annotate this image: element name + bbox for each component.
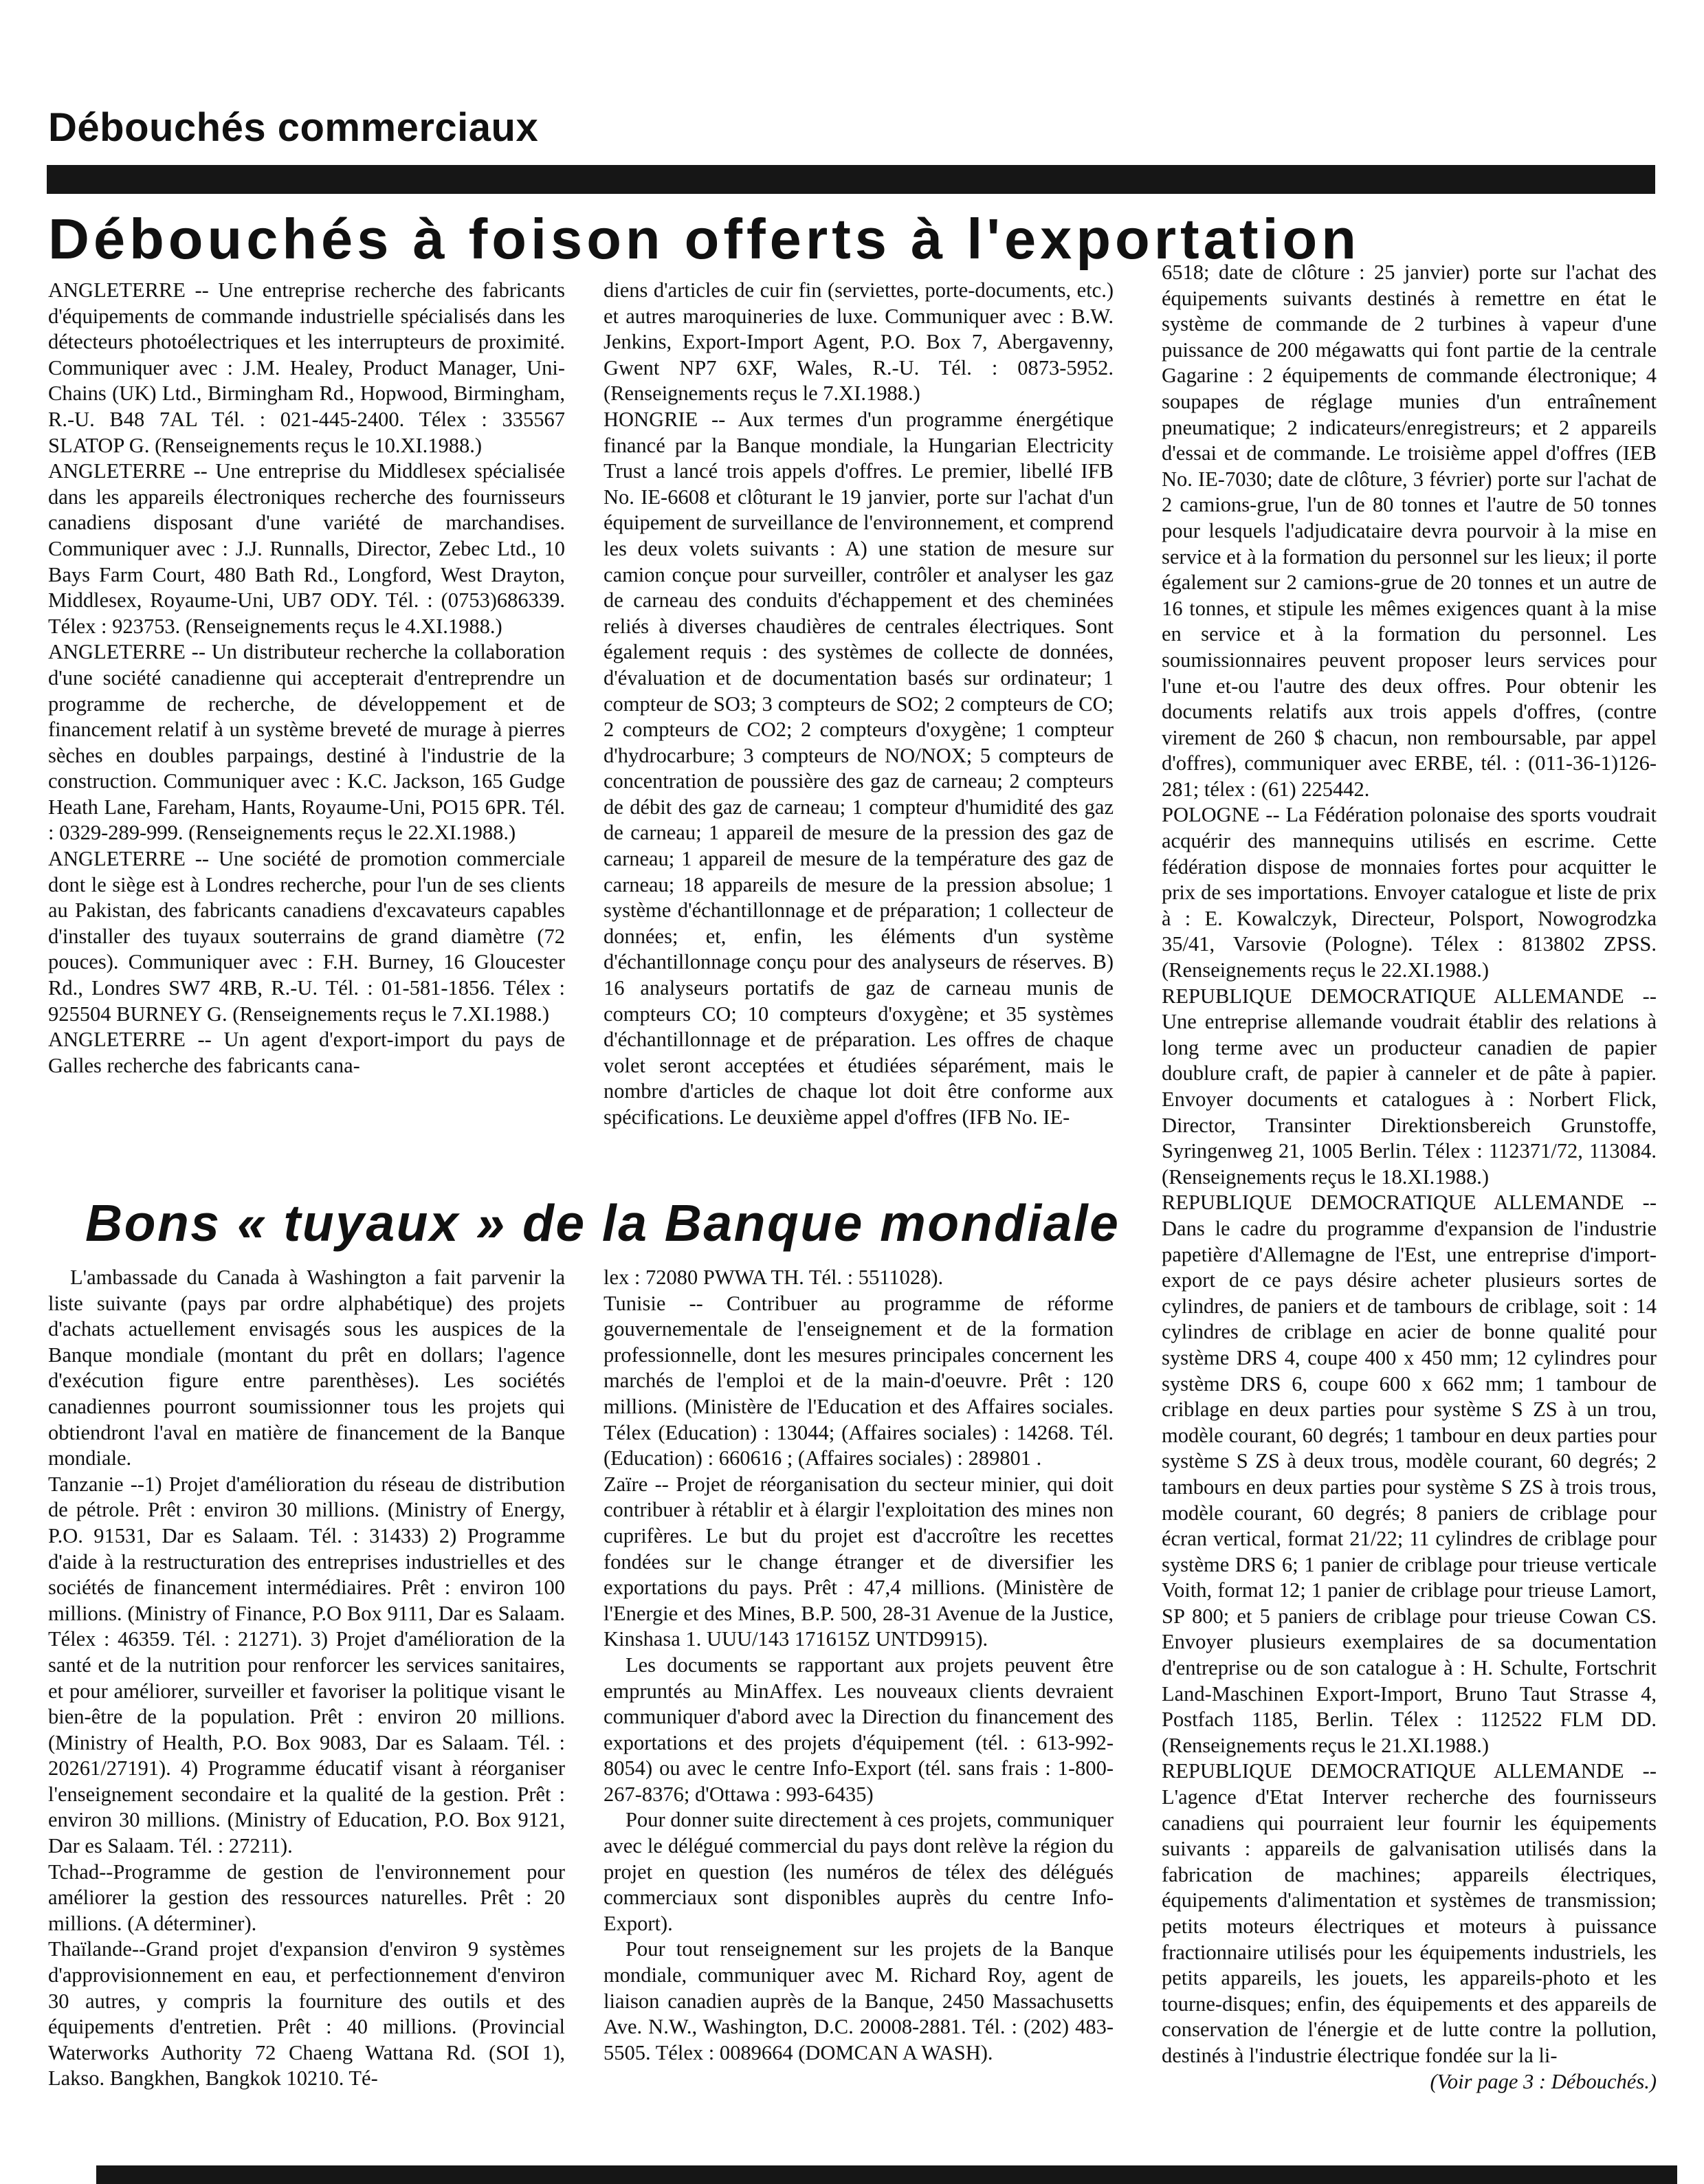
column-2 xyxy=(604,278,1114,1202)
article-angleterre-4: ANGLETERRE -- Une société de promotion commerciale dont le siège est à Londres recherche, pour l'un de ses clients au Pakistan, des fabricants canadiens d'excavateurs capables d'installer des tuyaux souterrains de grand diamètre (72 pouces). Communiquer avec : F.H. Burney, 16 Gloucester Rd., Londres SW7 4RB, R.-U. Tél. : 01-581-1856. Télex : 925504 BURNEY G. (Renseignements reçus le 7.XI.1988.) xyxy=(48,847,565,1026)
section-label: Débouchés commerciaux xyxy=(48,105,539,150)
sub-headline: Bons « tuyaux » de la Banque mondiale xyxy=(85,1194,1120,1252)
article-rda-1: REPUBLIQUE DEMOCRATIQUE ALLEMANDE -- Une entreprise allemande voudrait établir des relations à long terme avec un producteur canadien de papier doublure craft, de papier à canneler et de pâte à papier. Envoyer documents et catalogues à : Norbert Flick, Director, Transinter Direktionsbereich Grunstoffe, Syringenweg 21, 1005 Berlin. Télex : 112371/72, 113084. (Renseignements reçus le 18.XI.1988.) xyxy=(1162,984,1657,1189)
article-hongrie-cont: 6518; date de clôture : 25 janvier) porte sur l'achat des équipements suivants destinés à remettre en état le système de commande de 2 turbines à vapeur d'une puissance de 200 mégawatts qui font partie de la centrale Gagarine : 2 équipements de commande électronique; 4 soupapes de réglage munies d'un entraînement pneumatique; 2 indicateurs/enregistreurs; et 2 appareils d'essai et de commande. Le troisième appel d'offres (IEB No. IE-7030; date de clôture, 3 février) porte sur l'achat de 2 camions-grue, l'un de 80 tonnes et l'autre de 50 tonnes pour lesquels l'adjudicataire devra pourvoir à la mise en service et à la formation du personnel sur les lieux; il porte également sur 2 camions-grue de 20 tonnes et un autre de 16 tonnes, et stipule les mêmes exigences quant à la mise en service et à la formation du personnel. Les soumissionnaires peuvent proposer leurs services pour l'une et-ou l'autre des deux offres. Pour obtenir les documents relatifs aux trois appels d'offres, (contre virement de 260 $ chacun, non remboursable, par appel d'offres), communiquer avec ERBE, tél. : (011-36-1)126-281; télex : (61) 225442. xyxy=(1162,261,1657,801)
world-bank-contact-paragraph: Pour tout renseignement sur les projets de la Banque mondiale, communiquer avec M. Richard Roy, agent de liaison canadien auprès de la Banque, 2450 Massachusetts Ave. N.W., Washington, D.C. 20008-2881. Tél. : (202) 483-5505. Télex : 0089664 (DOMCAN A WASH). xyxy=(604,1937,1114,2064)
documents-paragraph: Les documents se rapportant aux projets peuvent être empruntés au MinAffex. Les nouveaux clients devraient communiquer d'abord avec la Direction du financement des exportations et des projets d'équipement (tél. : 613-992-8054) ou avec le centre Info-Export (tél. sans frais : 1-800-267-8376; d'Ottawa : 993-6435) xyxy=(604,1653,1114,1806)
article-angleterre-1: ANGLETERRE -- Une entreprise recherche des fabricants d'équipements de commande industrielle spécialisés dans les détecteurs photoélectriques et les interrupteurs de proximité. Communiquer avec : J.M. Healey, Product Manager, Uni-Chains (UK) Ltd., Birmingham Rd., Hopwood, Birmingham, R.-U. B48 7AL Tél. : 021-445-2400. Télex : 335567 SLATOP G. (Renseignements reçus le 10.XI.1988.) xyxy=(48,278,565,457)
article-hongrie: HONGRIE -- Aux termes d'un programme énergétique financé par la Banque mondiale, la Hungarian Electricity Trust a lancé trois appels d'offres. Le premier, libellé IFB No. IE-6608 et clôturant le 19 janvier, porte sur l'achat d'un équipement de surveillance de l'environnement, et comprend les deux volets suivants : A) une station de mesure sur camion conçue pour surveiller, contrôler et analyser les gaz de carneau des conduits d'échappement et des cheminées reliés à diverses chaudières de centrales électriques. Sont également requis : des systèmes de collecte de données, d'évaluation et de documentation basés sur ordinateur; 1 compteur de SO3; 3 compteurs de SO2; 2 compteurs de CO; 2 compteurs de CO2; 2 compteurs d'oxygène; 1 compteur d'hydrocarbure; 3 compteurs de NO/NOX; 5 compteurs de concentration de poussière des gaz de carneau; 2 compteurs de débit des gaz de carneau; 1 compteur d'humidité des gaz de carneau; 1 appareil de mesure de la pression des gaz de carneau; 1 appareil de mesure de la température des gaz de carneau; 18 appareils de mesure de la pression absolue; 1 système d'échantillonnage et de préparation; 1 collecteur de données; et, enfin, les éléments d'un système d'échantillonnage conçu pour des analyseurs de réserves. B) 16 analyseurs portatifs de gaz de carneau munis de compteurs CO; 10 compteurs d'oxygène; et 35 systèmes d'échantillonnage et de préparation. Les offres de chaque volet seront acceptées et étudiées séparément, mais le nombre d'articles de chaque lot doit être conforme aux spécifications. Le deuxième appel d'offres (IFB No. IE- xyxy=(604,407,1114,1129)
intro-paragraph: L'ambassade du Canada à Washington a fait parvenir la liste suivante (pays par ordre alphabétique) des projets d'achats actuellement envisagés sous les auspices de la Banque mondiale (montant du prêt en dollars; l'agence d'exécution figure entre parenthèses). Les sociétés canadiennes pourront soumissionner tous les projets qui obtiendront l'aval en matière de financement de la Banque mondiale. xyxy=(48,1266,565,1470)
article-angleterre-5-cont: diens d'articles de cuir fin (serviettes, porte-documents, etc.) et autres maroquineries de luxe. Communiquer avec : B.W. Jenkins, Export-Import Agent, P.O. Box 7, Abergavenny, Gwent NP7 6XF, Wales, R.-U. Tél. : 0873-5952. (Renseignements reçus le 7.XI.1988.) xyxy=(604,278,1114,406)
column-4 xyxy=(48,1265,565,2159)
contact-delegate-paragraph: Pour donner suite directement à ces projets, communiquer avec le délégué commercial du pays dont relève la région du projet en question (les numéros de télex des délégués commerciaux sont disponibles auprès du centre Info-Export). xyxy=(604,1808,1114,1935)
article-angleterre-3: ANGLETERRE -- Un distributeur recherche la collaboration d'une société canadienne qui accepterait d'entreprendre un programme de recherche, de développement et de financement relatif à un système breveté de murage à pierres sèches en doubles parpaings, destiné à l'industrie de la construction. Communiquer avec : K.C. Jackson, 165 Gudge Heath Lane, Fareham, Hants, Royaume-Uni, PO15 6PR. Tél. : 0329-289-999. (Renseignements reçus le 22.XI.1988.) xyxy=(48,640,565,845)
header-rule-bar xyxy=(47,165,1655,194)
article-tanzanie: Tanzanie --1) Projet d'amélioration du réseau de distribution de pétrole. Prêt : environ 30 millions. (Ministry of Energy, P.O. 91531, Dar es Salaam. Tél. : 31433) 2) Programme d'aide à la restructuration des entreprises industrielles et des sociétés de financement intermédiaires. Prêt : environ 100 millions. (Ministry of Finance, P.O Box 9111, Dar es Salaam. Télex : 46359. Tél. : 21271). 3) Projet d'amélioration de la santé et de la nutrition pour renforcer les services sanitaires, et pour améliorer, surveiller et favoriser la politique visant le bien-être de la population. Prêt : environ 20 millions. (Ministry of Health, P.O. Box 9083, Dar es Salaam. Tél. : 20261/27191). 4) Programme éducatif visant à réorganiser l'enseignement secondaire et la qualité de la gestion. Prêt : environ 30 millions. (Ministry of Education, P.O. Box 9121, Dar es Salaam. Tél. : 27211). xyxy=(48,1472,565,1858)
column-1 xyxy=(48,278,565,1202)
article-angleterre-5: ANGLETERRE -- Un agent d'export-import du pays de Galles recherche des fabricants cana- xyxy=(48,1028,565,1077)
article-rda-3: REPUBLIQUE DEMOCRATIQUE ALLEMANDE -- L'agence d'Etat Interver recherche des fournisseurs canadiens qui pourraient leur fournir les équipements suivants : appareils de galvanisation utilisés dans la fabrication de machines; appareils électriques, équipements d'alimentation et systèmes de transmission; petits moteurs électriques et moteurs à puissance fractionnaire utilisés pour les équipements industriels, les petits appareils, les jouets, les appareils-photo et les tourne-disques; enfin, des équipements et des appareils de conservation de l'énergie et de lutte contre la pollution, destinés à l'industrie électrique fondée sur la li- xyxy=(1162,1759,1657,2067)
column-3 xyxy=(1162,260,1657,2157)
footer-rule-bar xyxy=(96,2165,1677,2184)
column-5 xyxy=(604,1265,1114,2159)
continued-note: (Voir page 3 : Débouchés.) xyxy=(1430,2069,1657,2093)
article-angleterre-2: ANGLETERRE -- Une entreprise du Middlesex spécialisée dans les appareils électroniques recherche des fournisseurs canadiens disposant d'une variété de marchandises. Communiquer avec : J.J. Runnalls, Director, Zebec Ltd., 10 Bays Farm Court, 480 Bath Rd., Longford, West Drayton, Middlesex, Royaume-Uni, UB7 ODY. Tél. : (0753)686339. Télex : 923753. (Renseignements reçus le 4.XI.1988.) xyxy=(48,459,565,638)
article-tunisie: Tunisie -- Contribuer au programme de réforme gouvernementale de l'enseignement et de la formation professionnelle, dont les mesures principales concernent les marchés de l'emploi et de la main-d'oeuvre. Prêt : 120 millions. (Ministère de l'Education et des Affaires sociales. Télex (Education) : 13044; (Affaires sociales) : 14268. Tél. (Education) : 660616 ; (Affaires sociales) : 289801 . xyxy=(604,1291,1114,1470)
article-zaire: Zaïre -- Projet de réorganisation du secteur minier, qui doit contribuer à rétablir et à élargir l'exploitation des mines non cuprifères. Le but du projet est d'accroître les recettes fondées sur le change étranger et de diversifier les exportations du pays. Prêt : 47,4 millions. (Ministère de l'Energie et des Mines, B.P. 500, 28-31 Avenue de la Justice, Kinshasa 1. UUU/143 171615Z UNTD9915). xyxy=(604,1472,1114,1651)
article-thailande: Thaïlande--Grand projet d'expansion d'environ 9 systèmes d'approvisionnement en eau, et perfectionnement d'environ 30 autres, y compris la fourniture des outils et des équipements d'entretien. Prêt : 40 millions. (Provincial Waterworks Authority 72 Chaeng Wattana Rd. (SOI 1), Lakso. Bangkhen, Bangkok 10210. Té- xyxy=(48,1937,565,2091)
main-headline: Débouchés à foison offerts à l'exportation xyxy=(48,207,1360,271)
article-thailande-cont: lex : 72080 PWWA TH. Tél. : 5511028). xyxy=(604,1266,944,1289)
article-pologne: POLOGNE -- La Fédération polonaise des sports voudrait acquérir des mannequins utilisés en escrime. Cette fédération dispose de monnaies fortes pour acquitter le prix de ses importations. Envoyer catalogue et liste de prix à : E. Kowalczyk, Directeur, Polsport, Nowogrodzka 35/41, Varsovie (Pologne). Télex : 813802 ZPSS. (Renseignements reçus le 22.XI.1988.) xyxy=(1162,803,1657,982)
article-tchad: Tchad--Programme de gestion de l'environnement pour améliorer la gestion des ressources naturelles. Prêt : 20 millions. (A déterminer). xyxy=(48,1860,565,1935)
article-rda-2: REPUBLIQUE DEMOCRATIQUE ALLEMANDE -- Dans le cadre du programme d'expansion de l'industrie papetière d'Allemagne de l'Est, une entreprise d'import-export de ce pays désire acheter plusieurs sortes de cylindres, de paniers et de tambours de criblage, soit : 14 cylindres de criblage en acier de bonne qualité pour système DRS 4, coupe 400 x 450 mm; 12 cylindres pour système DRS 6, coupe 600 x 662 mm; 1 tambour de criblage en deux parties pour système S ZS à un trou, modèle courant, 60 degrés; 1 tambour en deux parties pour système S ZS à deux trous, modèle courant, 60 degrés; 2 tambours en deux parties pour système S ZS à trois trous, modèle courant, 60 degrés; 8 paniers de criblage pour écran vertical, format 21/22; 11 cylindres de criblage pour système DRS 6; 1 panier de criblage pour trieuse verticale Voith, format 12; 1 panier de criblage pour trieuse Lamort, SP 800; et 5 paniers de criblage pour trieuse Cowan CS. Envoyer plusieurs exemplaires de sa documentation d'entreprise ou de son catalogue à : H. Schulte, Fortschrit Land-Maschinen Export-Import, Bruno Taut Strasse 4, Postfach 1185, Berlin. Télex : 112522 FLM DD. (Renseignements reçus le 21.XI.1988.) xyxy=(1162,1191,1657,1757)
